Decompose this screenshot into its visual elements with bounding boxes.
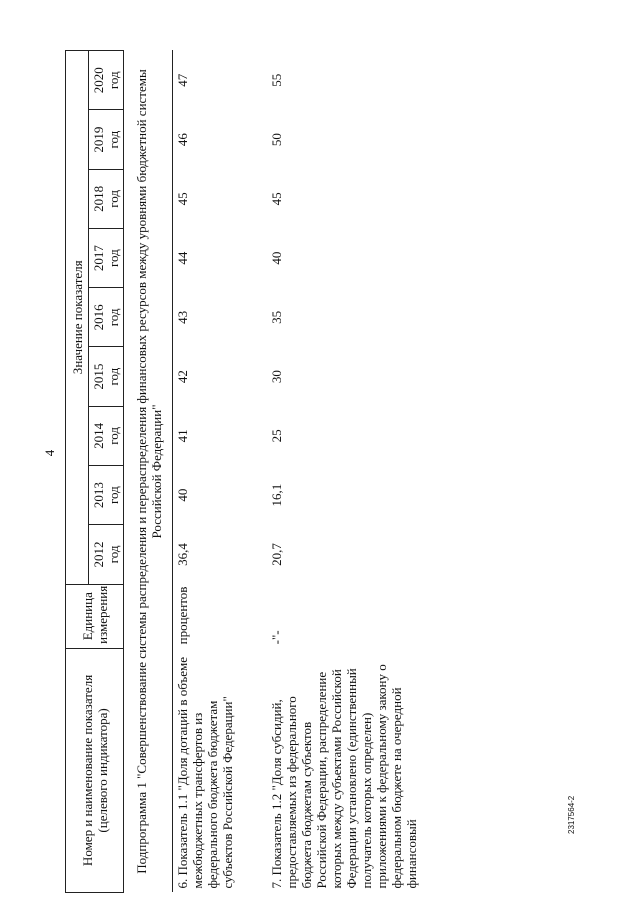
indicator-value: 47	[175, 73, 190, 87]
header-year-number: 2017	[91, 245, 106, 272]
indicator-value: 35	[269, 310, 284, 324]
header-year-number: 2019	[91, 126, 106, 153]
header-year-word: год	[106, 308, 121, 327]
header-year-word: год	[106, 71, 121, 90]
indicators-table	[65, 50, 421, 893]
indicator-unit: процентов	[175, 586, 190, 645]
header-unit: Единица измерения	[66, 584, 124, 648]
header-year	[89, 169, 124, 228]
header-name: Номер и наименование показателя (целевого индикатора)	[66, 648, 124, 892]
row-spacer	[237, 51, 267, 893]
header-year-number: 2016	[91, 304, 106, 331]
page-number: 4	[42, 449, 57, 457]
indicator-value: 20,7	[269, 543, 284, 566]
header-year-number: 2012	[91, 541, 106, 568]
header-year-word: год	[106, 249, 121, 267]
header-year-number: 2020	[91, 67, 106, 94]
indicator-value: 44	[175, 251, 190, 265]
indicator-value: 45	[269, 192, 284, 206]
subprogram-title: Подпрограмма 1 "Совершенствование системы распределения и перераспределения финансовых ресурсов между уровнями бюджетной системы Российской Федерации"	[134, 69, 164, 874]
header-year-number: 2015	[91, 363, 106, 390]
header-year-word: год	[106, 486, 121, 505]
row-spacer-cell	[237, 51, 267, 893]
rotated-table-area	[65, 50, 575, 893]
header-year-word: год	[106, 545, 121, 564]
header-year-number: 2014	[91, 422, 106, 449]
indicator-value: 43	[175, 310, 190, 324]
indicator-name: 6. Показатель 1.1 "Доля дотаций в объеме межбюджетных трансфертов из федерального бюджета бюджетам субъектов Российской Федерации"	[175, 656, 235, 889]
table-body	[173, 51, 422, 893]
table-row	[267, 51, 421, 893]
indicator-value: 41	[175, 429, 190, 443]
indicator-name: 7. Показатель 1.2 "Доля субсидий, предоставляемых из федерального бюджета бюджетам субъектов Российской Федерации, распределение которых между субъектами Российской Федерации установлено (единственный получатель которых определен) приложениями к федеральному закону о федеральном бюджете на очередной финансовый	[269, 664, 419, 889]
indicator-value: 40	[175, 488, 190, 502]
header-year	[89, 110, 124, 169]
document-code: 2317564-2	[567, 795, 576, 834]
indicator-value: 46	[175, 133, 190, 147]
header-year	[89, 406, 124, 465]
header-year-number: 2018	[91, 185, 106, 212]
subprogram-row	[124, 51, 173, 893]
header-values: Значение показателя	[66, 51, 89, 585]
header-year-number: 2013	[91, 482, 106, 509]
header-year	[89, 525, 124, 584]
indicator-value: 40	[269, 251, 284, 265]
header-year-word: год	[106, 130, 121, 149]
indicator-value: 55	[269, 73, 284, 87]
header-year	[89, 466, 124, 525]
indicator-value: 25	[269, 429, 284, 443]
header-year-word: год	[106, 189, 121, 208]
indicator-value: 36,4	[175, 543, 190, 566]
header-year	[89, 347, 124, 406]
indicator-unit: -"-	[269, 630, 284, 645]
header-year-word: год	[106, 367, 121, 386]
table-row	[173, 51, 238, 893]
indicator-value: 30	[269, 370, 284, 384]
header-year	[89, 228, 124, 287]
indicator-value: 50	[269, 133, 284, 147]
indicator-value: 42	[175, 370, 190, 384]
header-year	[89, 51, 124, 110]
header-year	[89, 288, 124, 347]
indicator-value: 16,1	[269, 483, 284, 507]
indicator-value: 45	[175, 192, 190, 206]
header-year-word: год	[106, 427, 121, 445]
